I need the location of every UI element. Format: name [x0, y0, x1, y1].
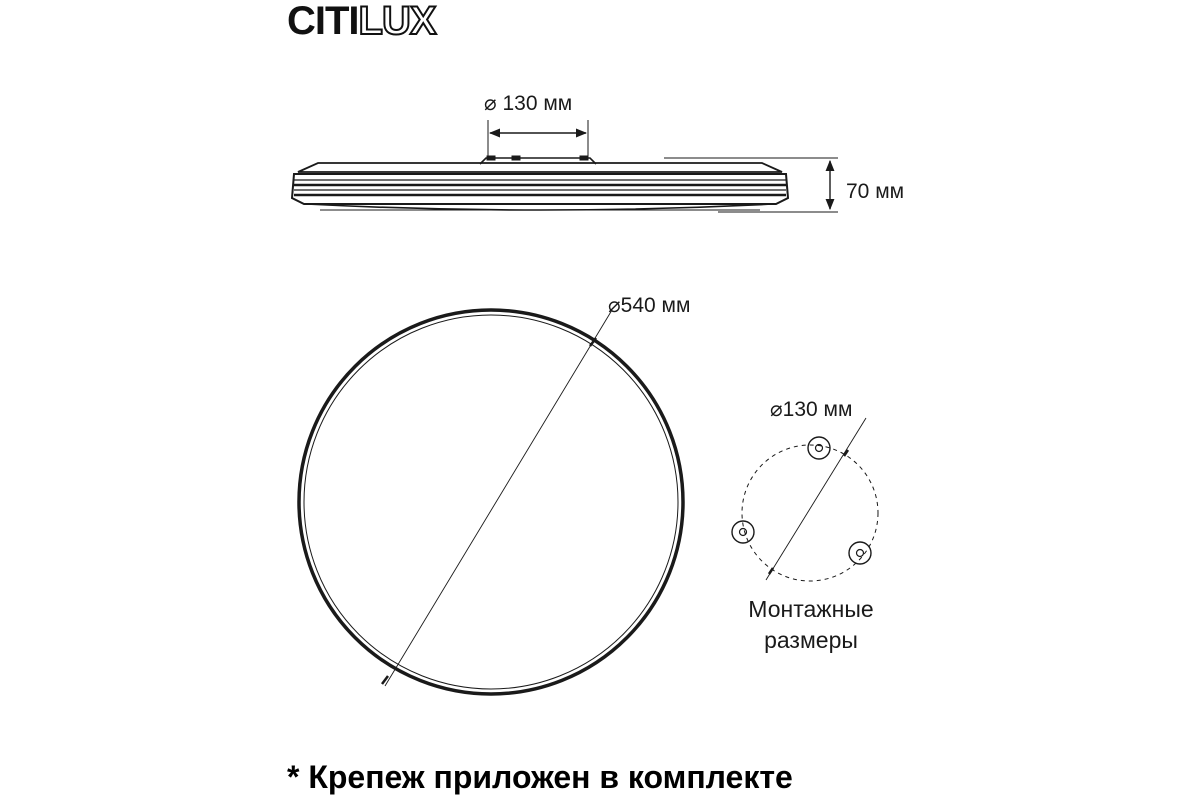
- top-view: [299, 310, 683, 694]
- mounting-hole-top: [808, 437, 830, 459]
- mounting-caption-line1: Монтажные: [748, 596, 874, 622]
- mounting-diameter-line: [766, 418, 866, 580]
- mount-diameter-label: ⌀ 130 мм: [484, 92, 573, 115]
- brand-suffix: LUX: [358, 0, 436, 43]
- svg-text:CITILUX: [287, 0, 437, 43]
- side-view: [292, 156, 788, 210]
- brand-logo: [287, 0, 437, 43]
- mounting-pattern: [732, 418, 878, 581]
- footnote: * Крепеж приложен в комплекте: [287, 759, 793, 795]
- lamp-body-outline: [292, 174, 788, 204]
- top-diameter-label: ⌀540 мм: [608, 294, 691, 317]
- diameter-line: [385, 310, 612, 686]
- lamp-inner-ring: [304, 315, 678, 689]
- mount-base-knob-mid: [512, 156, 520, 160]
- lamp-outer-ring: [299, 310, 683, 694]
- lamp-top-plate: [298, 163, 782, 172]
- brand-prefix: CITI: [287, 0, 359, 43]
- mounting-diameter-label: ⌀130 мм: [770, 398, 853, 421]
- mount-diameter-dimension: [488, 120, 588, 158]
- mounting-hole-right: [849, 542, 871, 564]
- height-label: 70 мм: [846, 180, 905, 203]
- mounting-circle: [742, 445, 878, 581]
- mount-base-knob-right: [580, 156, 588, 160]
- mounting-caption-line2: размеры: [764, 627, 858, 653]
